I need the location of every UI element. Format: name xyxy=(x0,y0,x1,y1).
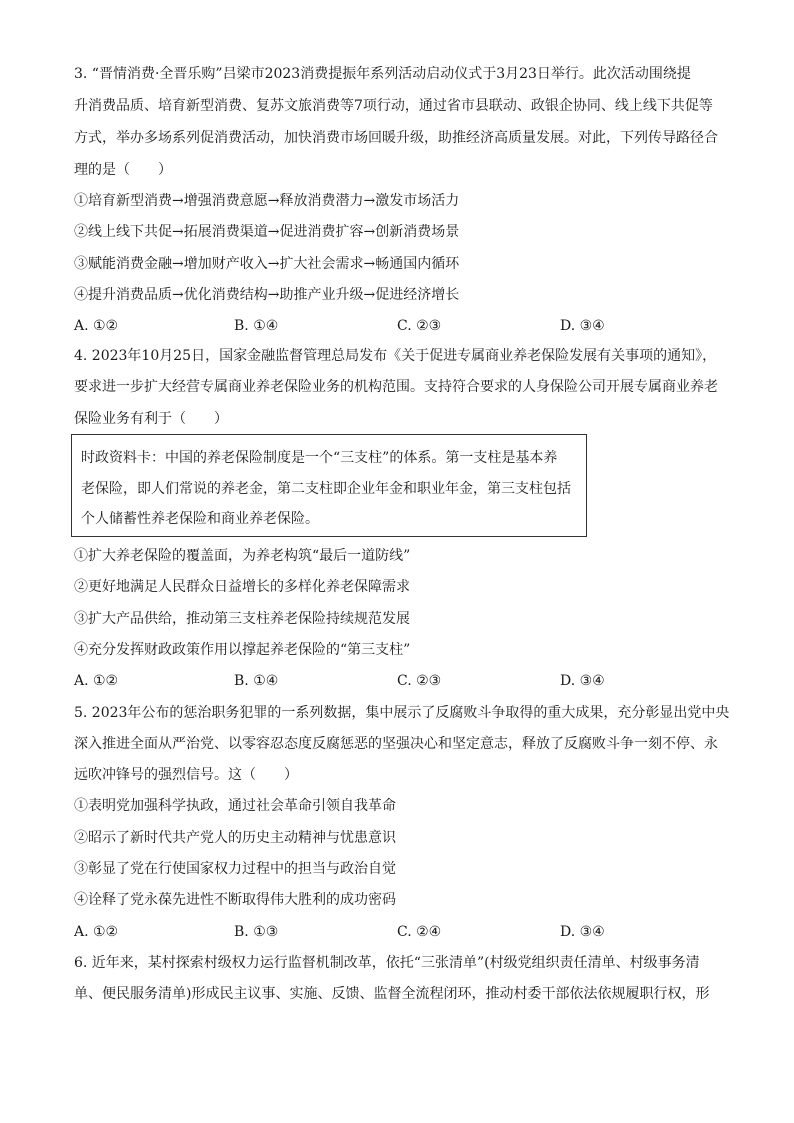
q3-item-4: ④提升消费品质→优化消费结构→助推产业升级→促进经济增长 xyxy=(74,287,460,303)
q4-stem-line-3: 保险业务有利于（ ） xyxy=(74,411,228,427)
q3-item-2: ②线上线下共促→拓展消费渠道→促进消费扩容→创新消费场景 xyxy=(74,224,460,240)
q3-stem-line-2: 升消费品质、培育新型消费、复苏文旅消费等7项行动，通过省市县联动、政银企协同、线上线下共促等 xyxy=(74,98,713,114)
q5-option-d: D. ③④ xyxy=(560,924,605,940)
q4-item-3: ③扩大产品供给，推动第三支柱养老保险持续规范发展 xyxy=(74,611,410,627)
q5-item-4: ④诠释了党永葆先进性不断取得伟大胜利的成功密码 xyxy=(74,892,396,908)
card-line-3: 个人储蓄性养老保险和商业养老保险。 xyxy=(81,511,319,527)
q4-stem-line-2: 要求进一步扩大经营专属商业养老保险业务的机构范围。支持符合要求的人身保险公司开展专属商业养老 xyxy=(74,379,718,395)
q5-item-3: ③彰显了党在行使国家权力过程中的担当与政治自觉 xyxy=(74,861,396,877)
q4-option-c: C. ②③ xyxy=(397,673,442,689)
q3-option-c: C. ②③ xyxy=(397,318,442,334)
q4-item-4: ④充分发挥财政政策作用以撑起养老保险的“第三支柱” xyxy=(74,642,411,658)
q3-option-a: A. ①② xyxy=(74,318,119,334)
q5-option-c: C. ②④ xyxy=(397,924,442,940)
q4-options xyxy=(74,671,734,691)
q4-item-2: ②更好地满足人民群众日益增长的多样化养老保障需求 xyxy=(74,579,410,595)
q4-option-d: D. ③④ xyxy=(560,673,605,689)
q4-option-a: A. ①② xyxy=(74,673,119,689)
q4-stem-line-1: 4. 2023年10月25日，国家金融监督管理总局发布《关于促进专属商业养老保险发展有关事项的通知》， xyxy=(74,348,717,364)
q4-item-1: ①扩大养老保险的覆盖面，为养老构筑“最后一道防线” xyxy=(74,548,411,564)
q5-option-b: B. ①③ xyxy=(234,924,279,940)
q5-item-1: ①表明党加强科学执政，通过社会革命引领自我革命 xyxy=(74,798,396,814)
q3-option-b: B. ①④ xyxy=(234,318,279,334)
q4-option-b: B. ①④ xyxy=(234,673,279,689)
q3-item-3: ③赋能消费金融→增加财产收入→扩大社会需求→畅通国内循环 xyxy=(74,256,460,272)
q3-option-d: D. ③④ xyxy=(560,318,605,334)
q5-stem-line-1: 5. 2023年公布的惩治职务犯罪的一系列数据，集中展示了反腐败斗争取得的重大成果，充分彰显出党中央 xyxy=(74,705,730,721)
card-line-2: 老保险，即人们常说的养老金，第二支柱即企业年金和职业年金，第三支柱包括 xyxy=(81,481,571,497)
q5-stem-line-3: 远吹冲锋号的强烈信号。这（ ） xyxy=(74,767,298,783)
q6-stem-line-1: 6. 近年来，某村探索村级权力运行监督机制改革，依托“三张清单”(村级党组织责任清单、村级事务清 xyxy=(74,955,700,971)
q5-item-2: ②昭示了新时代共产党人的历史主动精神与忧患意识 xyxy=(74,830,396,846)
card-line-1: 时政资料卡：中国的养老保险制度是一个“三支柱”的体系。第一支柱是基本养 xyxy=(81,450,558,466)
q5-stem-line-2: 深入推进全面从严治党、以零容忍态度反腐惩恶的坚强决心和坚定意志，释放了反腐败斗争一刻不停、永 xyxy=(74,736,718,752)
q5-option-a: A. ①② xyxy=(74,924,119,940)
q3-item-1: ①培育新型消费→增强消费意愿→释放消费潜力→激发市场活力 xyxy=(74,193,460,209)
q3-stem-line-1: 3. “晋情消费·全晋乐购”吕梁市2023消费提振年系列活动启动仪式于3月23日举行。此次活动围绕提 xyxy=(74,66,691,82)
q5-options xyxy=(74,922,734,942)
current-affairs-card xyxy=(71,434,587,537)
q3-stem-line-3: 方式，举办多场系列促消费活动，加快消费市场回暖升级，助推经济高质量发展。对此，下列传导路径合 xyxy=(74,130,718,146)
q3-stem-line-4: 理的是（ ） xyxy=(74,162,172,178)
q6-stem-line-2: 单、便民服务清单)形成民主议事、实施、反馈、监督全流程闭环，推动村委干部依法依规履职行权，形 xyxy=(74,986,710,1002)
q3-options xyxy=(74,316,734,336)
